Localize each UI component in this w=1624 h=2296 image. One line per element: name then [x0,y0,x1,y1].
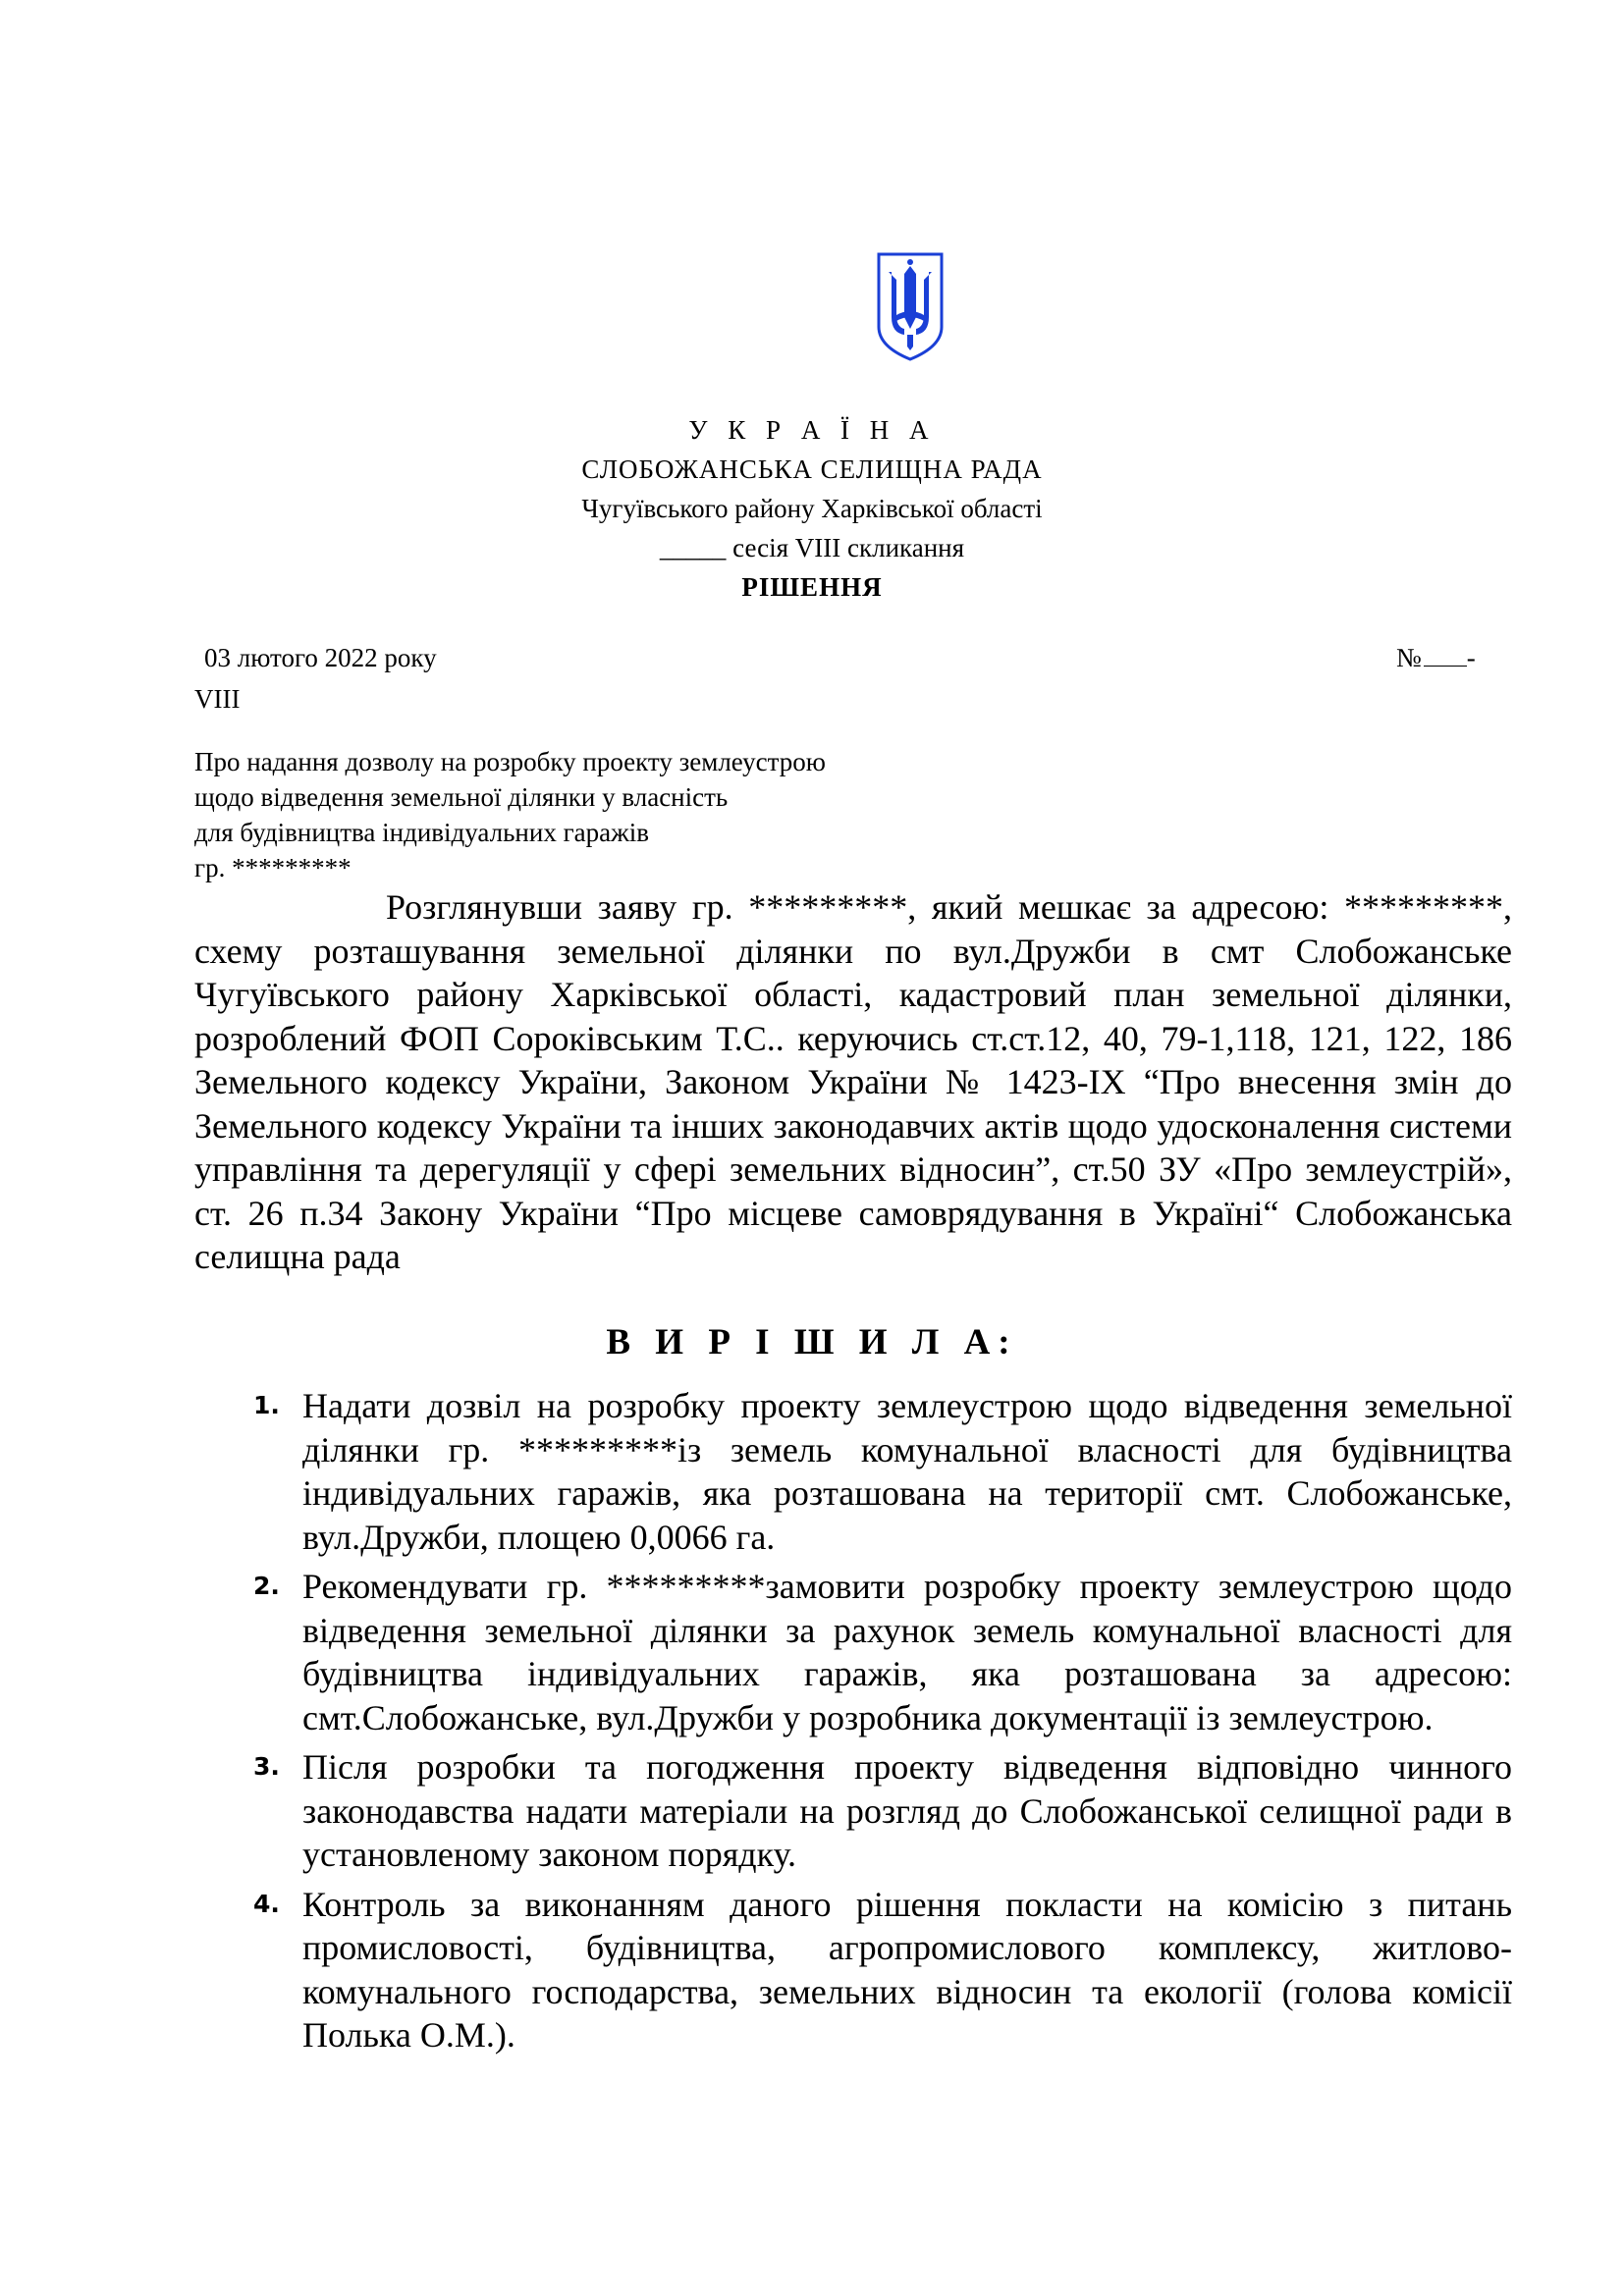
subject-line: щодо відведення земельної ділянки у власність [194,782,729,812]
header-council-name: СЛОБОЖАНСЬКА СЕЛИЩНА РАДА [581,454,1043,484]
number-blank [1424,640,1467,667]
document-title: РІШЕННЯ [741,572,883,602]
decision-item [194,1565,1512,1739]
decision-subject [194,744,941,885]
decision-item-number: 1. [253,1391,280,1419]
decision-item [194,1745,1512,1877]
subject-line: Про надання дозволу на розробку проекту землеустрою [194,747,826,776]
decision-item-number: 4. [253,1889,280,1918]
header-district: Чугуївського району Харківської області [581,494,1043,523]
decided-heading: В И Р І Ш И Л А: [606,1322,1018,1362]
number-prefix: № [1396,643,1422,672]
decision-item [194,1384,1512,1559]
decision-item-number: 3. [253,1752,280,1781]
decision-item-text: Контроль за виконанням даного рішення покласти на комісію з питань промисловості, будівництва, агропромислового комплексу, житлово-комунального господарства, земельних відносин та екології (голова комісії Полька О.М.). [302,1884,1512,2055]
convocation: VIII [194,684,241,714]
subject-line: гр. ********* [194,853,352,882]
preamble [194,885,1512,1279]
number-suffix: - [1466,643,1476,672]
decision-date: 03 лютого 2022 року [204,643,437,672]
decision-item-number: 2. [253,1572,280,1600]
decision-item-text: Рекомендувати гр. *********замовити розробку проекту землеустрою щодо відведення земельної ділянки за рахунок земель комунальної власності для будівництва індивідуальних гаражів, яка розташована за адресою: смт.Слобожанське, вул.Дружби у розробника документації із землеустрою. [302,1567,1512,1737]
header-session: _____ сесія VIII скликання [659,533,965,562]
subject-line: для будівництва індивідуальних гаражів [194,818,650,847]
preamble-text: Розглянувши заяву гр. *********, який мешкає за адресою: *********, схему розташування земельної ділянки по вул.Дружби в смт Слобожанське Чугуївського району Харківської області, кадастровий план земельної ділянки, розроблений ФОП Сороківським Т.С.. керуючись ст.ст.12, 40, 79-1,118, 121, 122, 186 Земельного кодексу України, Законом України № 1423-ІХ “Про внесення змін до Земельного кодексу України та інших законодавчих актів щодо удосконалення системи управління та дерегуляції у сфері земельних відносин”, ст.50 ЗУ «Про землеустрій», ст. 26 п.34 Закону України “Про місцеве самоврядування в Україні“ Слобожанська селищна рада [194,887,1512,1276]
decision-item-text: Надати дозвіл на розробку проекту землеустрою щодо відведення земельної ділянки гр. *********із земель комунальної власності для будівництва індивідуальних гаражів, яка розташована на території смт. Слобожанське, вул.Дружби, площею 0,0066 га. [302,1386,1512,1557]
decision-item [194,1883,1512,2057]
header-country: У К Р А Ї Н А [688,415,936,445]
decisions-list [194,1384,1512,2063]
decision-item-text: Після розробки та погодження проекту відведення відповідно чинного законодавства надати матеріали на розгляд до Слобожанської селищної ради в установленому законом порядку. [302,1747,1512,1874]
coat-of-arms-icon [875,250,946,363]
decision-number [1396,638,1476,677]
